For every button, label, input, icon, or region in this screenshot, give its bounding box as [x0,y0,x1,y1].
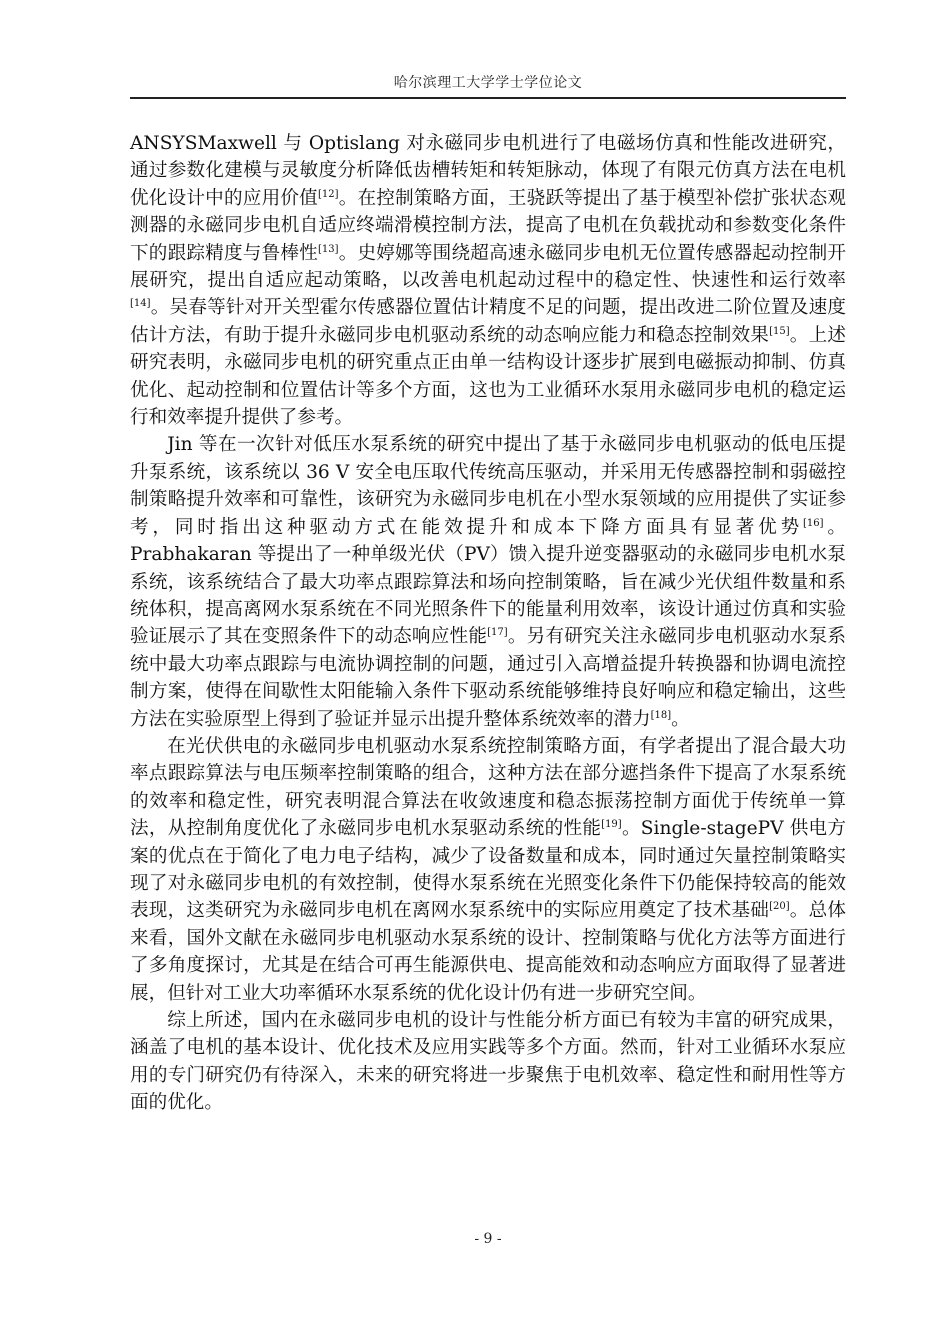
citation-ref: [14] [130,298,151,310]
paragraph-text: ANSYSMaxwell 与 Optislang 对永磁同步电机进行了电磁场仿真和性能改进研究，通过参数化建模与灵敏度分析降低齿槽转矩和转矩脉动，体现了有限元仿真方法在电机优化设计中的应用价值 [130,133,846,209]
paragraph-text: 。Single-stagePV 供电方案的优点在于简化了电力电子结构，减少了设备数量和成本，同时通过矢量控制策略实现了对永磁同步电机的有效控制，使得水泵系统在光照变化条件下仍能保持较高的能效表现，这类研究为永磁同步电机在离网水泵系统中的实际应用奠定了技术基础 [130,818,846,922]
paragraph-text: 。上述研究表明，永磁同步电机的研究重点正由单一结构设计逐步扩展到电磁振动抑制、仿真优化、起动控制和位置估计等多个方面，这也为工业循环水泵用永磁同步电机的稳定运行和效率提升提供了参考。 [130,324,846,429]
body-paragraph [130,1007,846,1117]
paragraph-text: 。 [671,708,690,730]
paragraph-text: 。吴春等针对开关型霍尔传感器位置估计精度不足的问题，提出改进二阶位置及速度估计方法，有助于提升永磁同步电机驱动系统的动态响应能力和稳态控制效果 [130,297,846,346]
paragraph-text: 综上所述，国内在永磁同步电机的设计与性能分析方面已有较为丰富的研究成果，涵盖了电机的基本设计、优化技术及应用实践等多个方面。然而，针对工业循环水泵应用的专门研究仍有待深入，未来的研究将进一步聚焦于电机效率、稳定性和耐用性等方面的优化。 [130,1010,846,1114]
citation-ref: [16] [803,517,824,529]
citation-ref: [12] [317,188,339,200]
body-text [130,130,846,1117]
paragraph-text: 在光伏供电的永磁同步电机驱动水泵系统控制策略方面，有学者提出了混合最大功率点跟踪算法与电压频率控制策略的组合，这种方法在部分遮挡条件下提高了水泵系统的效率和稳定性，研究表明混合算法在收敛速度和稳态振荡控制方面优于传统单一算法，从控制角度优化了永磁同步电机水泵驱动系统的性能 [130,735,846,840]
body-paragraph [130,130,846,431]
paragraph-text: Jin 等在一次针对低压水泵系统的研究中提出了基于永磁同步电机驱动的低电压提升泵系统，该系统以 36 V 安全电压取代传统高压驱动，并采用无传感器控制和弱磁控制策略提升效率和可靠性，该研究为永磁同步电机在小型水泵领域的应用提供了实证参考，同时指出这种驱动方式在能效提升和成本下降方面具有显著优势 [130,434,846,538]
header-rule [130,97,846,99]
citation-ref: [15] [769,325,790,337]
citation-ref: [17] [487,627,508,639]
citation-ref: [13] [317,243,339,255]
citation-ref: [20] [769,901,790,913]
paragraph-text: 。总体来看，国外文献在永磁同步电机驱动水泵系统的设计、控制策略与优化方法等方面进行了多角度探讨，尤其是在结合可再生能源供电、提高能效和动态响应方面取得了显著进展，但针对工业大功率循环水泵系统的优化设计仍有进一步研究空间。 [130,900,846,1004]
citation-ref: [19] [601,818,622,830]
paragraph-text: 。另有研究关注永磁同步电机驱动水泵系统中最大功率点跟踪与电流协调控制的问题，通过引入高增益提升转换器和协调电流控制方案，使得在间歇性太阳能输入条件下驱动系统能够维持良好响应和稳定输出，这些方法在实验原型上得到了验证并显示出提升整体系统效率的潜力 [130,626,846,730]
page-number: - 9 - [474,1231,502,1247]
citation-ref: [18] [650,709,672,721]
paragraph-text: 。在控制策略方面，王骁跃等提出了基于模型补偿扩张状态观测器的永磁同步电机自适应终端滑模控制方法，提高了电机在负载扰动和参数变化条件下的跟踪精度与鲁棒性 [130,187,846,264]
body-paragraph [130,431,846,732]
running-header: 哈尔滨理工大学学士学位论文 [393,75,583,91]
paragraph-text: 。史婷娜等围绕超高速永磁同步电机无位置传感器起动控制开展研究，提出自适应起动策略，以改善电机起动过程中的稳定性、快速性和运行效率 [130,242,846,292]
paragraph-text: 。Prabhakaran 等提出了一种单级光伏（PV）馈入提升逆变器驱动的永磁同步电机水泵系统，该系统结合了最大功率点跟踪算法和场向控制策略，旨在减少光伏组件数量和系统体积，提高离网水泵系统在不同光照条件下的能量利用效率，该设计通过仿真和实验验证展示了其在变照条件下的动态响应性能 [130,516,846,648]
body-paragraph [130,733,846,1007]
